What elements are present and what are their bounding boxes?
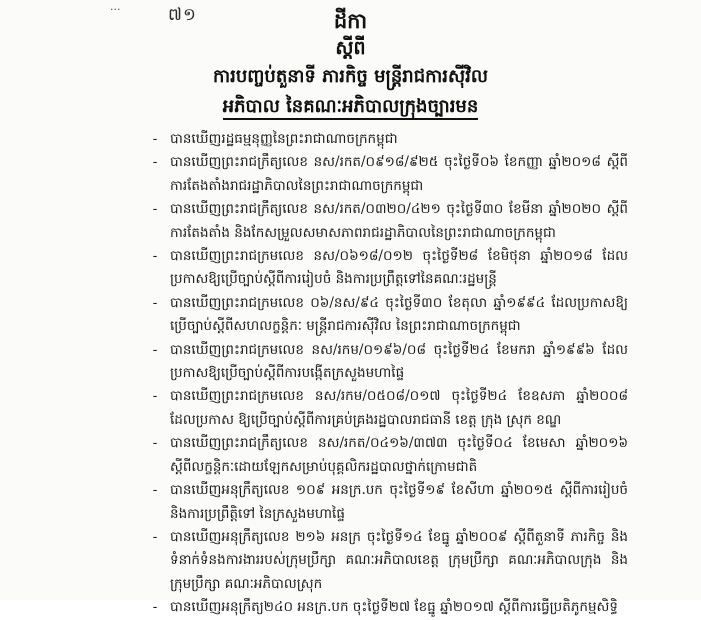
handwritten-reference-number: ៧១ xyxy=(168,5,197,25)
legal-basis-clause xyxy=(148,198,628,245)
legal-basis-clause xyxy=(148,385,628,432)
document-type-heading: ដីកា xyxy=(333,8,368,33)
legal-basis-clause xyxy=(148,479,628,526)
legal-basis-clause xyxy=(148,526,628,596)
clause-dash: - xyxy=(152,528,158,545)
clause-text: បានឃើញព្រះរាជក្រឹត្យលេខ នស/រកត/០៤១៦/៣៧៣ ចុះថ្ងៃទី០៤ ខែមេសា ឆ្នាំ២០១៦ ស្តីពីលក្ខន្តិកៈដោយឡែកសម្រាប់បុគ្គលិករដ្ឋបាលថ្នាក់ក្រោមជាតិ xyxy=(170,435,628,475)
clause-text: បានឃើញព្រះរាជក្រឹត្យលេខ នស/រកត/០៩១៨/៩២៥ ចុះថ្ងៃទី០៦ ខែកញ្ញា ឆ្នាំ២០១៨ ស្តីពីការតែងតាំងរាជរដ្ឋាភិបាលនៃព្រះរាជាណាចក្រកម្ពុជា xyxy=(170,154,628,194)
issuer-heading-text: អភិបាល នៃគណៈអភិបាលក្រុងច្បារមន xyxy=(223,96,479,120)
clause-dash: - xyxy=(152,294,158,311)
legal-basis-clause xyxy=(148,596,628,619)
clause-dash: - xyxy=(152,131,158,147)
clause-dash: - xyxy=(152,599,158,616)
clause-text: បានឃើញព្រះរាជក្រមលេខ នស/០៦១៨/០១២ ចុះថ្ងៃទី២៨ ខែមិថុនា ឆ្នាំ២០១៨ ដែលប្រកាសឱ្យប្រើច្បាប់ស្តីពីការរៀបចំ និងការប្រព្រឹត្តទៅនៃគណៈរដ្ឋមន្ត្រី xyxy=(170,248,628,288)
legal-basis-clause xyxy=(148,292,628,339)
issuer-heading xyxy=(0,94,701,121)
clause-text: បានឃើញអនុក្រឹត្យ២៤០ អនក្រ.បក ចុះថ្ងៃទី២៧ ខែធ្នូ ឆ្នាំ២០១៧ ស្តីពីការធ្វើប្រតិភូកម្មសិទ្ធិ xyxy=(170,599,618,616)
legal-basis-list xyxy=(148,128,628,620)
clause-text: បានឃើញព្រះរាជក្រមលេខ នស/រកម/០៥០៨/០១៧ ចុះថ្ងៃទី២៤ ខែឧសភា ឆ្នាំ២០០៨ ដែលប្រកាស ឱ្យប្រើច្បាប់ស្តីពីការគ្រប់គ្រងរដ្ឋបាលរាជធានី ខេត្ត ក្រុង ស្រុក ខណ្ឌ xyxy=(170,388,628,428)
clause-dash: - xyxy=(152,388,158,405)
clause-text: បានឃើញព្រះរាជក្រឹត្យលេខ នស/រកត/០៣២០/៤២១ ចុះថ្ងៃទី៣០ ខែមីនា ឆ្នាំ២០២០ ស្តីពីការតែងតាំង និងកែសម្រួលសមាសភាពរាជរដ្ឋាភិបាលនៃព្រះរាជាណាចក្រកម្ពុជា xyxy=(170,201,628,241)
legal-basis-clause xyxy=(148,245,628,292)
legal-basis-clause xyxy=(148,432,628,479)
clause-dash: - xyxy=(152,341,158,358)
about-heading: ស្តីពី xyxy=(335,37,366,59)
clause-dash: - xyxy=(152,248,158,265)
top-margin-mark: ... xyxy=(110,0,121,13)
clause-text: បានឃើញព្រះរាជក្រមលេខ នស/រកម/០១៩៦/០៨ ចុះថ្ងៃទី២៤ ខែមករា ឆ្នាំ១៩៩៦ ដែលប្រកាសឱ្យប្រើច្បាប់ស្តីពីការបង្កើតក្រសួងមហាផ្ទៃ xyxy=(170,341,628,382)
clause-text: បានឃើញអនុក្រឹត្យលេខ ២១៦ អនក្រ ចុះថ្ងៃទី១៤ ខែធ្នូ ឆ្នាំ២០០៩ ស្តីពីតួនាទី ភារកិច្ច និងទំនាក់ទំនងការងាររបស់ក្រុមប្រឹក្សា គណៈអភិបាលខេត្ត ក្រុមប្រឹក្សា គណៈអភិបាលក្រុង និងក្រុមប្រឹក្សា គណៈអភិបាលស្រុក xyxy=(170,528,628,592)
clause-text: បានឃើញព្រះរាជក្រមលេខ ០៦/នស/៩៤ ចុះថ្ងៃទី៣០ ខែតុលា ឆ្នាំ១៩៩៤ ដែលប្រកាសឱ្យប្រើច្បាប់ស្តីពីសហលក្ខន្តិកៈ មន្ត្រីរាជការស៊ីវិល នៃព្រះរាជាណាចក្រកម្ពុជា xyxy=(170,294,628,335)
clause-text: បានឃើញអនុក្រឹត្យលេខ ១០៩ អនក្រ.បក ចុះថ្ងៃទី១៩ ខែសីហា ឆ្នាំ២០១៥ ស្តីពីការរៀបចំ និងការប្រព្រឹត្តិទៅ នៃក្រសួងមហាផ្ទៃ xyxy=(170,482,628,522)
clause-dash: - xyxy=(152,154,158,171)
subject-heading: ការបញ្ចប់តួនាទី ភារកិច្ច មន្ត្រីរាជការស៊ីវិល xyxy=(213,66,488,87)
clause-dash: - xyxy=(152,201,158,218)
legal-basis-clause xyxy=(148,339,628,386)
clause-dash: - xyxy=(152,482,158,499)
clause-text: បានឃើញរដ្ឋធម្មនុញ្ញនៃព្រះរាជាណាចក្រកម្ពុជា xyxy=(170,131,398,147)
clause-dash: - xyxy=(152,435,158,452)
legal-basis-clause xyxy=(148,128,628,151)
legal-basis-clause xyxy=(148,151,628,198)
